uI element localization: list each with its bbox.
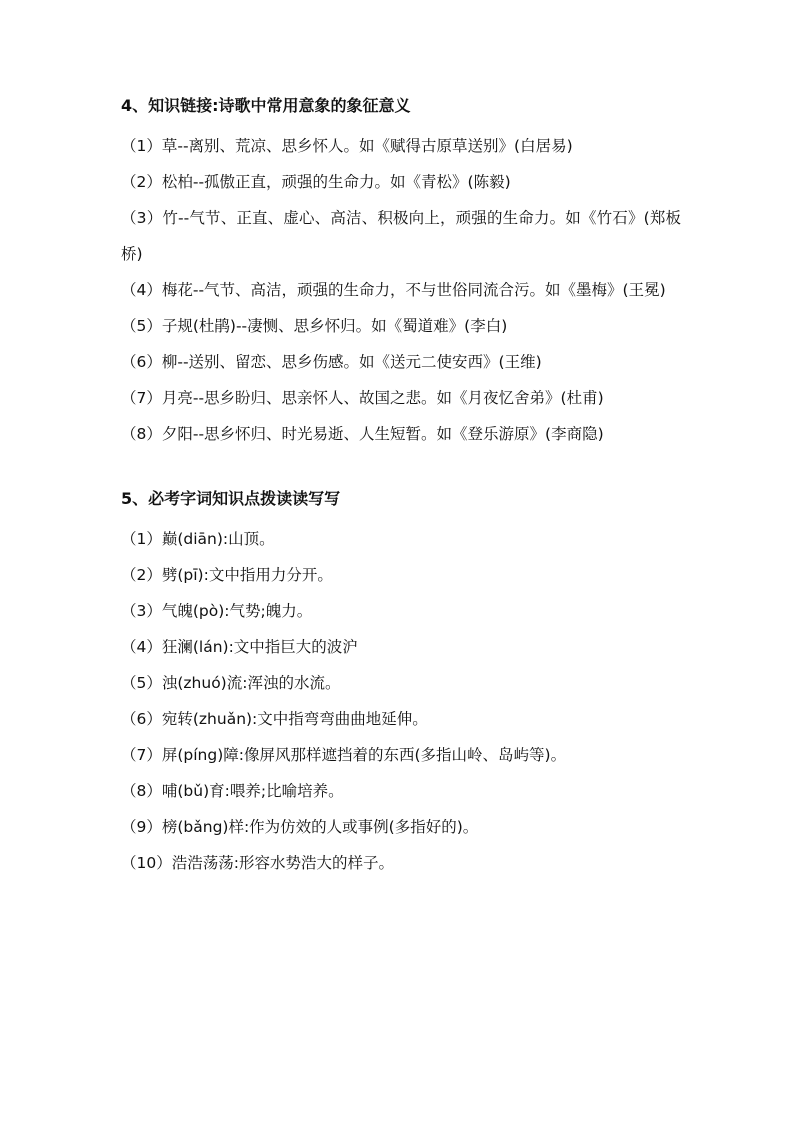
vocab-item: （5）浊(zhuó)流:浑浊的水流。: [121, 674, 341, 692]
section-4-heading: 4、知识链接:诗歌中常用意象的象征意义: [121, 96, 411, 115]
document-content: [121, 95, 681, 881]
vocab-item: （7）屏(píng)障:像屏风那样遮挡着的东西(多指山岭、岛屿等)。: [121, 746, 567, 764]
vocab-item: （8）哺(bǔ)育:喂养;比喻培养。: [121, 782, 344, 800]
vocab-item: （9）榜(bǎng)样:作为仿效的人或事例(多指好的)。: [121, 818, 479, 836]
vocab-item: （4）狂澜(lán):文中指巨大的波沪: [121, 638, 358, 656]
section-5-list: [121, 521, 681, 881]
imagery-item: （5）子规(杜鹃)--凄恻、思乡怀归。如《蜀道难》(李白): [121, 317, 508, 335]
vocab-item: （6）宛转(zhuǎn):文中指弯弯曲曲地延伸。: [121, 710, 428, 728]
imagery-item: （6）柳--送别、留恋、思乡伤感。如《送元二使安西》(王维): [121, 353, 542, 371]
imagery-item: （1）草--离别、荒凉、思乡怀人。如《赋得古原草送别》(白居易): [121, 137, 573, 155]
section-4-list: [121, 128, 681, 452]
imagery-item: （4）梅花--气节、高洁，顽强的生命力，不与世俗同流合污。如《墨梅》(王冕): [121, 281, 666, 299]
section-spacer: [121, 452, 681, 488]
imagery-item: （7）月亮--思乡盼归、思亲怀人、故国之悲。如《月夜忆舍弟》(杜甫): [121, 389, 604, 407]
vocab-item: （2）劈(pī):文中指用力分开。: [121, 566, 333, 584]
vocab-item: （3）气魄(pò):气势;魄力。: [121, 602, 313, 620]
vocab-item: （10）浩浩荡荡:形容水势浩大的样子。: [121, 854, 394, 872]
section-5-heading: 5、必考字词知识点拨读读写写: [121, 489, 341, 508]
vocab-item: （1）巅(diān):山顶。: [121, 530, 275, 548]
imagery-item: （8）夕阳--思乡怀归、时光易逝、人生短暂。如《登乐游原》(李商隐): [121, 425, 604, 443]
imagery-item: （3）竹--气节、正直、虚心、高洁、积极向上，顽强的生命力。如《竹石》(郑板桥): [121, 209, 681, 263]
imagery-item: （2）松柏--孤傲正直，顽强的生命力。如《青松》(陈毅): [121, 173, 511, 191]
